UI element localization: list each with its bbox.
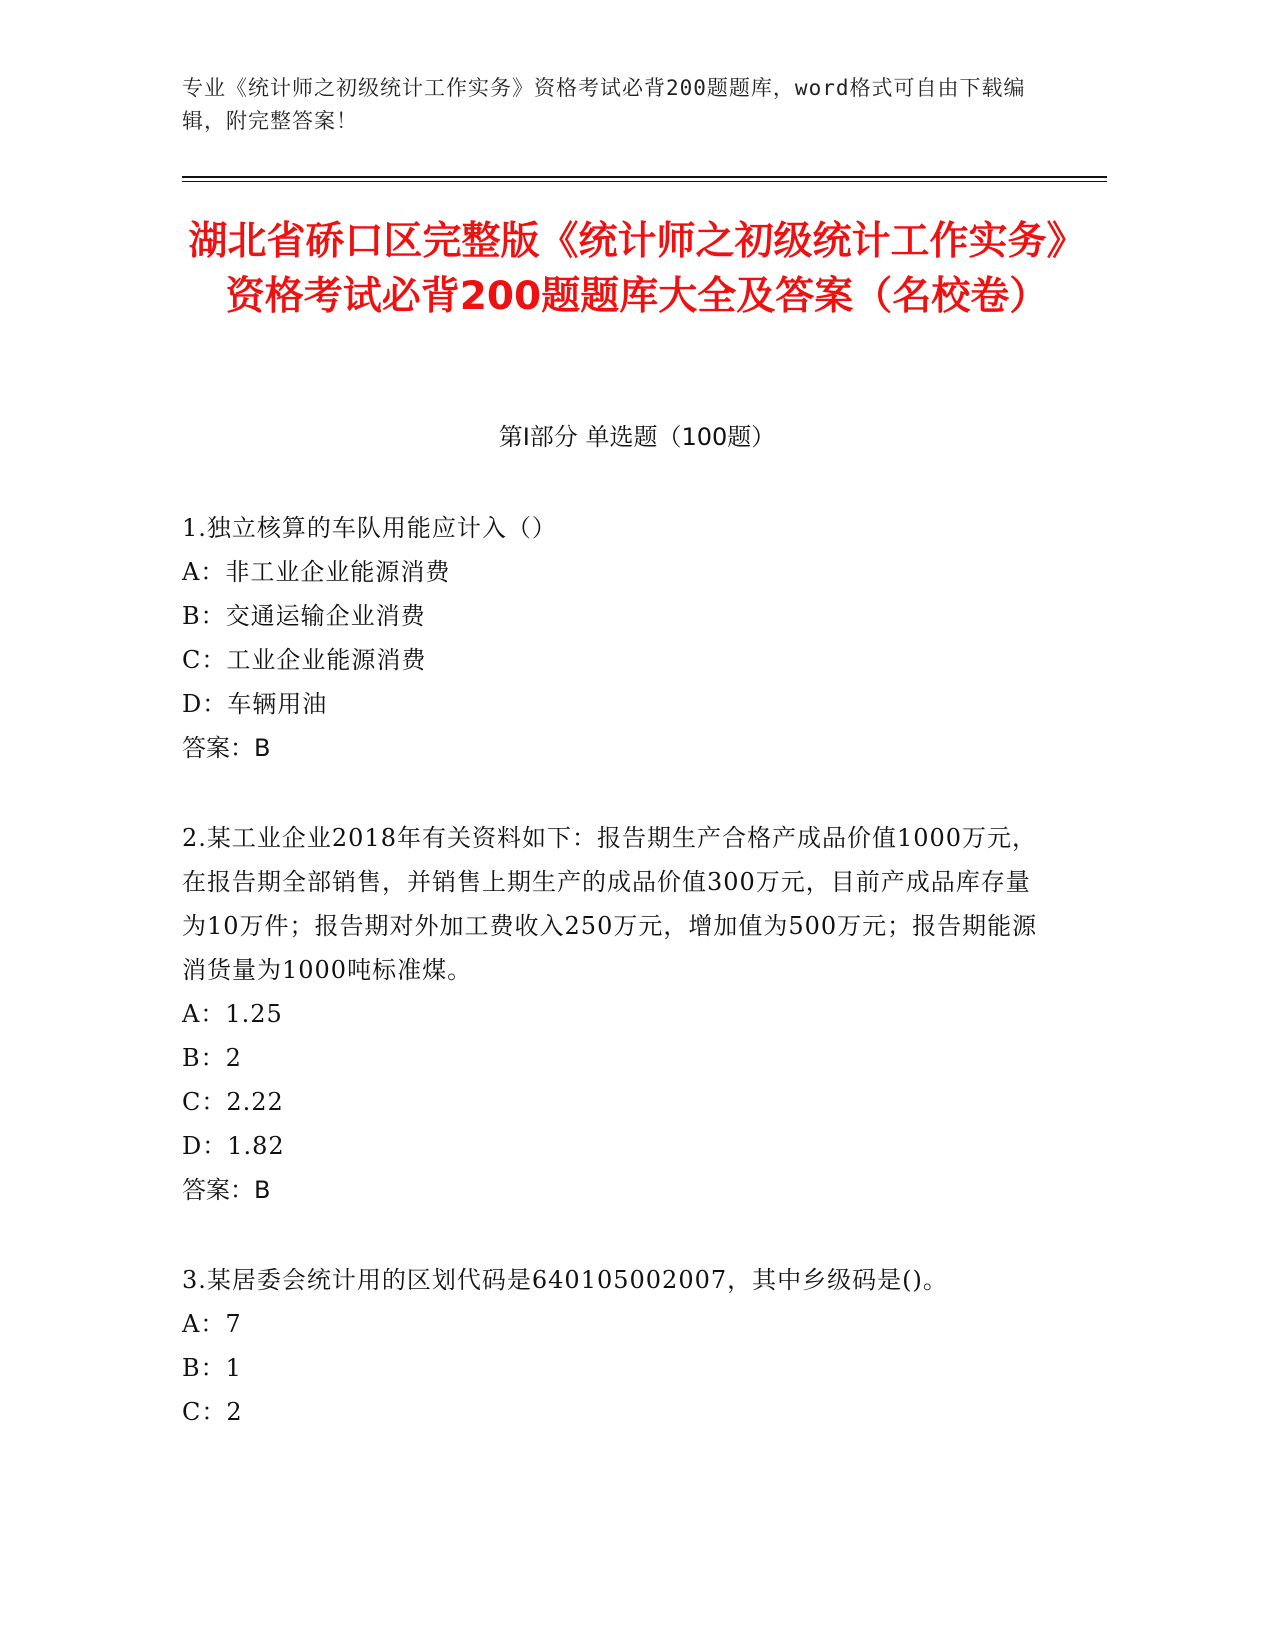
option-b: B：1	[182, 1354, 242, 1382]
option-b: B：2	[182, 1044, 242, 1072]
option-d: D：车辆用油	[182, 690, 328, 718]
question-2	[182, 816, 1052, 1212]
header-divider-thin	[182, 181, 1107, 182]
option-b: B：交通运输企业消费	[182, 602, 426, 630]
option-c: C：2	[182, 1398, 243, 1426]
document-title: 湖北省硚口区完整版《统计师之初级统计工作实务》资格考试必背200题题库大全及答案（名校卷）	[188, 219, 1086, 319]
option-d: D：1.82	[182, 1132, 285, 1160]
question-list	[182, 506, 1052, 1480]
header-note: 专业《统计师之初级统计工作实务》资格考试必背200题题库，word格式可自由下载编辑，附完整答案！	[182, 76, 1026, 133]
option-a: A：7	[182, 1310, 242, 1338]
section-title: 第Ⅰ部分 单选题（100题）	[498, 423, 776, 451]
option-a: A：1.25	[182, 1000, 283, 1028]
option-a: A：非工业企业能源消费	[182, 558, 451, 586]
question-1	[182, 506, 1052, 770]
answer: 答案：B	[182, 1176, 271, 1204]
answer: 答案：B	[182, 734, 271, 762]
question-stem: 3.某居委会统计用的区划代码是640105002007，其中乡级码是()。	[182, 1266, 948, 1294]
question-stem: 2.某工业企业2018年有关资料如下：报告期生产合格产成品价值1000万元，在报告期全部销售，并销售上期生产的成品价值300万元，目前产成品库存量为10万件；报告期对外加工费收入250万元，增加值为500万元；报告期能源消货量为1000吨标准煤。	[182, 824, 1038, 984]
option-c: C：2.22	[182, 1088, 284, 1116]
question-stem: 1.独立核算的车队用能应计入（）	[182, 514, 557, 542]
option-c: C：工业企业能源消费	[182, 646, 427, 674]
header-divider-thick	[182, 176, 1107, 178]
question-3	[182, 1258, 1052, 1434]
